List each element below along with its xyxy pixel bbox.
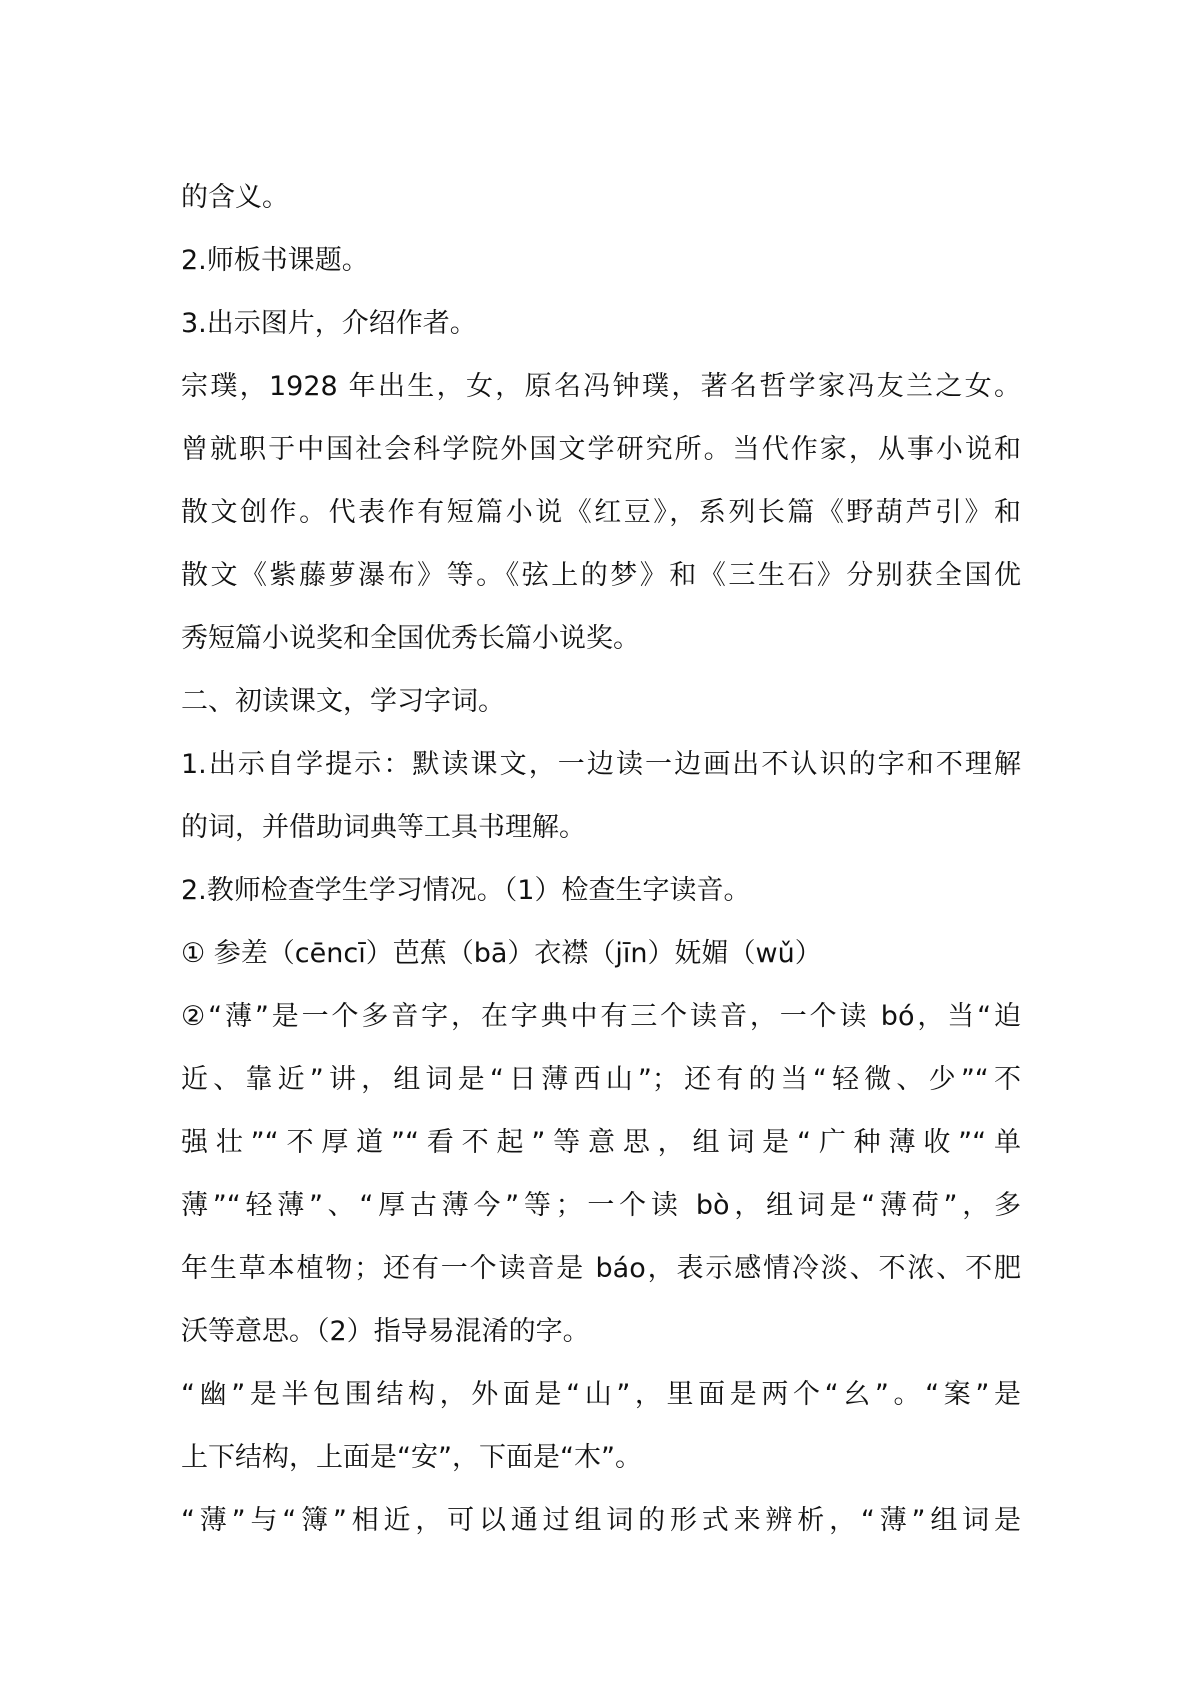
text-line: “薄”与“簿”相近，可以通过组词的形式来辨析，“薄”组词是 [181,1505,1021,1536]
text-line: 强壮”“不厚道”“看不起”等意思，组词是“广种薄收”“单 [181,1127,1021,1158]
text-line: ① 参差（cēncī）芭蕉（bā）衣襟（jīn）妩媚（wǔ） [181,938,822,969]
body-text [181,166,1021,1552]
text-line: 近、靠近”讲，组词是“日薄西山”；还有的当“轻微、少”“不 [181,1064,1021,1095]
section-heading: 二、初读课文，学习字词。 [181,686,505,717]
text-line: 宗璞，1928 年出生，女，原名冯钟璞，著名哲学家冯友兰之女。 [181,371,1021,402]
text-line: 秀短篇小说奖和全国优秀长篇小说奖。 [181,623,640,654]
text-line: 沃等意思。（2）指导易混淆的字。 [181,1316,590,1347]
text-line: 1.出示自学提示：默读课文，一边读一边画出不认识的字和不理解 [181,749,1021,780]
text-line: 2.教师检查学生学习情况。（1）检查生字读音。 [181,875,751,906]
text-line: 年生草本植物；还有一个读音是 báo，表示感情冷淡、不浓、不肥 [181,1253,1021,1284]
text-line: 3.出示图片，介绍作者。 [181,308,477,339]
text-line: 的含义。 [181,182,289,213]
text-line: 薄”“轻薄”、“厚古薄今”等；一个读 bò，组词是“薄荷”，多 [181,1190,1021,1221]
text-line: 的词，并借助词典等工具书理解。 [181,812,586,843]
text-line: 2.师板书课题。 [181,245,369,276]
text-line: “幽”是半包围结构，外面是“山”，里面是两个“幺”。“案”是 [181,1379,1021,1410]
text-line: 散文《紫藤萝瀑布》等。《弦上的梦》和《三生石》分别获全国优 [181,560,1021,591]
text-line: 上下结构，上面是“安”，下面是“木”。 [181,1442,642,1473]
text-line: 曾就职于中国社会科学院外国文学研究所。当代作家，从事小说和 [181,434,1021,465]
text-line: 散文创作。代表作有短篇小说《红豆》，系列长篇《野葫芦引》和 [181,497,1021,528]
text-line: ②“薄”是一个多音字，在字典中有三个读音，一个读 bó，当“迫 [181,1001,1021,1032]
